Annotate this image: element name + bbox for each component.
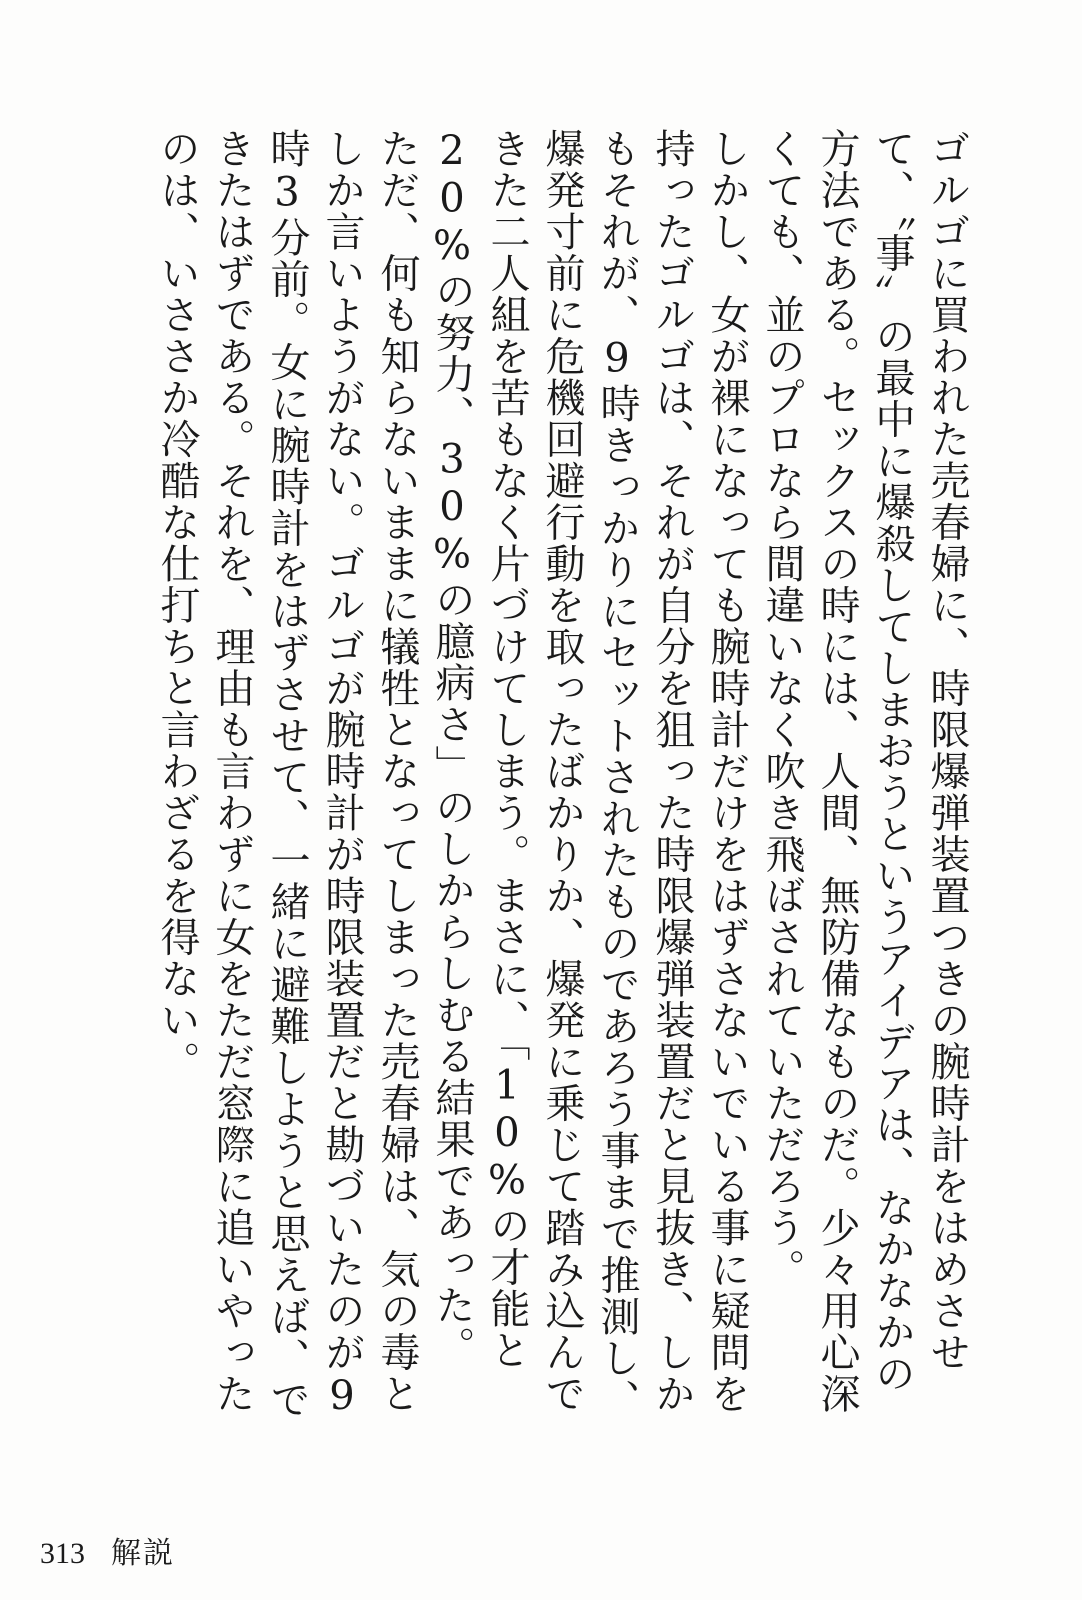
paragraph-3: ただ、何も知らないままに犠牲となってしまった売春婦は、気の毒としか言いようがない。ゴルゴが腕時計が時限装置だと勘づいたのが9時3分前。女に腕時計をはずさせて、一緒に避難しようと思えば、できたはずである。それを、理由も言わずに女をただ窓際に追いやったのは、いささか冷酷な仕打ちと言わざるを得ない。	[154, 128, 420, 1421]
page-footer	[40, 1528, 175, 1572]
vertical-body-text	[94, 128, 974, 1428]
page-number: 313	[40, 1537, 85, 1570]
paragraph-1: ゴルゴに買われた売春婦に、時限爆弾装置つきの腕時計をはめさせて、〝事〟の最中に爆殺してしまおうというアイデアは、なかなかの方法である。セックスの時には、人間、無防備なものだ。少々用心深くても、並のプロなら間違いなく吹き飛ばされていただろう。	[759, 128, 970, 1415]
section-label: 解説	[111, 1537, 175, 1570]
paragraph-2: しかし、女が裸になっても腕時計だけをはずさないでいる事に疑問を持ったゴルゴは、それが自分を狙った時限爆弾装置だと見抜き、しかもそれが、9時きっかりにセットされたものであろう事まで推測し、爆発寸前に危機回避行動を取ったばかりか、爆発に乗じて踏み込んできた二人組を苦もなく片づけてしまう。まさに、「10%の才能と20%の努力、30%の臆病さ」のしからしむる結果であった。	[429, 128, 750, 1421]
